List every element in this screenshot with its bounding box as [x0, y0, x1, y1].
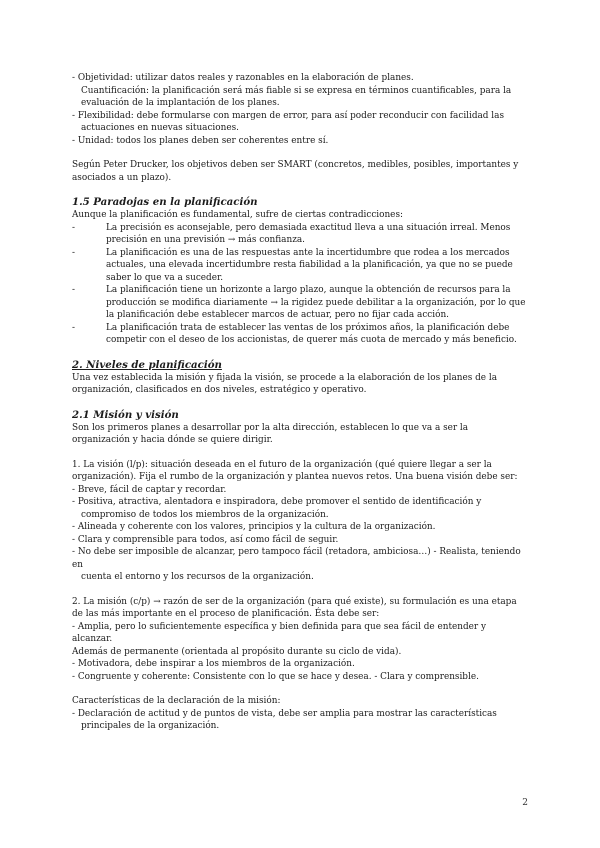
- vision-bullet: - Clara y comprensible para todos, así como fácil de seguir.: [72, 534, 339, 545]
- unidad-line: - Unidad: todos los planes deben ser coherentes entre sí.: [72, 135, 329, 146]
- paradoja-item: - La precisión es aconsejable, pero demasiada exactitud lleva a una situación irreal. Menos precisión en una previsión → más confianza.: [72, 222, 511, 245]
- declaracion-bullet-cont: principales de la organización.: [81, 721, 220, 731]
- vision-bullet: - Alineada y coherente con los valores, principios y la cultura de la organización.: [72, 522, 436, 532]
- flexibilidad-line-cont: actuaciones en nuevas situaciones.: [81, 123, 239, 133]
- declaracion-title: Características de la declaración de la misión:: [72, 696, 281, 706]
- page-number: 2: [522, 798, 528, 808]
- mision-vision-heading: 2.1 Misión y visión: [72, 408, 179, 421]
- paradojas-heading: 1.5 Paradojas en la planificación: [72, 196, 258, 208]
- niveles-paragraph: Una vez establecida la misión y fijada la visión, se procede a la elaboración de los planes de la organización, clasificados en dos niveles, estratégico y operativo.: [72, 372, 497, 395]
- cuantificacion-line: Cuantificación: la planificación será más fiable si se expresa en términos cuantificables, para la evaluación de la implantación de los planes.: [81, 85, 512, 108]
- paradoja-item: - La planificación es una de las respuestas ante la incertidumbre que rodea a los mercados actuales, una elevada incertidumbre resta fiabilidad a la planificación, ya que no se puede saber lo que va a suceder.: [72, 247, 513, 283]
- page-content: [72, 72, 528, 733]
- flexibilidad-line: - Flexibilidad: debe formularse con margen de error, para así poder reconducir con facilidad las: [72, 110, 504, 121]
- vision-intro: 1. La visión (l/p): situación deseada en el futuro de la organización (qué quiere llegar a ser la organización). Fija el rumbo de la organización y plantea nuevos retos. Una buena visión debe ser:: [72, 459, 518, 482]
- niveles-heading: 2. Niveles de planificación: [72, 358, 222, 371]
- drucker-paragraph: Según Peter Drucker, los objetivos deben ser SMART (concretos, medibles, posibles, importantes y asociados a un plazo).: [72, 160, 519, 183]
- vision-bullet: - Breve, fácil de captar y recordar.: [72, 484, 227, 495]
- mision-bullet: - Congruente y coherente: Consistente con lo que se hace y desea. - Clara y comprensible.: [72, 671, 479, 682]
- vision-bullet: - No debe ser imposible de alcanzar, pero tampoco fácil (retadora, ambiciosa…) - Realista, teniendo en: [72, 547, 521, 570]
- mision-bullet-cont: Además de permanente (orientada al propósito durante su ciclo de vida).: [72, 646, 402, 657]
- mision-bullet: - Amplia, pero lo suficientemente específica y bien definida para que sea fácil de entender y alcanzar.: [72, 621, 487, 644]
- paradojas-lead: Aunque la planificación es fundamental, sufre de ciertas contradicciones:: [72, 210, 403, 220]
- objetividad-line: - Objetividad: utilizar datos reales y razonables en la elaboración de planes.: [72, 73, 414, 83]
- vision-bullet: - Positiva, atractiva, alentadora e inspiradora, debe promover el sentido de identificación y: [72, 497, 482, 507]
- vision-bullet-cont: compromiso de todos los miembros de la organización.: [81, 509, 329, 520]
- mision-intro: 2. La misión (c/p) → razón de ser de la organización (para qué existe), su formulación es una etapa de las más importante en el proceso de planificación. Ésta debe ser:: [72, 596, 517, 619]
- mision-vision-paragraph: Son los primeros planes a desarrollar por la alta dirección, establecen lo que va a ser la organización y hacia dónde se quiere dirigir.: [72, 422, 469, 445]
- declaracion-bullet: - Declaración de actitud y de puntos de vista, debe ser amplia para mostrar las características: [72, 708, 497, 719]
- vision-bullet-cont: cuenta el entorno y los recursos de la organización.: [81, 572, 314, 582]
- paradoja-item: - La planificación tiene un horizonte a largo plazo, aunque la obtención de recursos para la producción se modifica diariamente → la rigidez puede debilitar a la organización, por lo que la planificación debe establecer marcos de actuar, pero no fijar cada acción.: [72, 285, 526, 320]
- mision-bullet: - Motivadora, debe inspirar a los miembros de la organización.: [72, 659, 355, 669]
- paradoja-item: - La planificación trata de establecer las ventas de los próximos años, la planificación debe competir con el deseo de los accionistas, de querer más cuota de mercado y más beneficio.: [72, 322, 517, 345]
